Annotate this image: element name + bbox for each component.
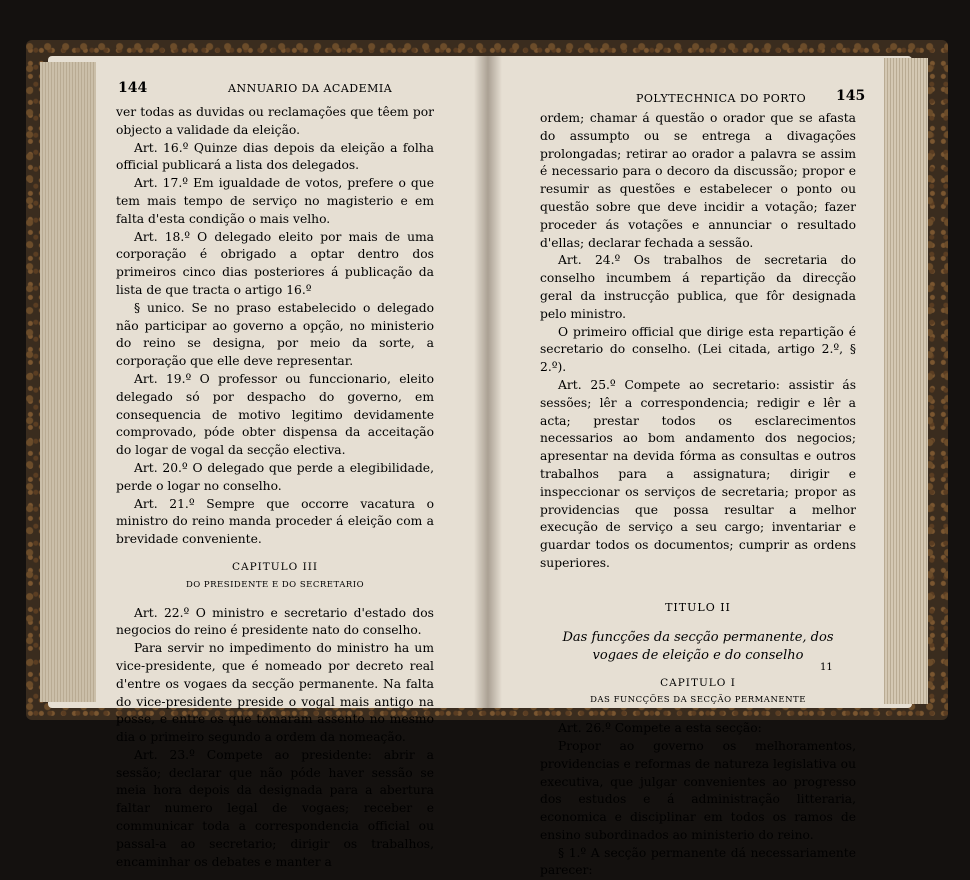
paragraph: § 1.º A secção permanente dá necessariamente parecer:	[540, 845, 856, 878]
title-subtitle: Das funcções da secção permanente, dos vogaes de eleição e do conselho	[562, 629, 834, 663]
paragraph: ver todas as duvidas ou reclamações que têem por objecto a validade da eleição.	[116, 105, 434, 137]
right-paragraphs-2	[540, 720, 856, 880]
left-page-number: 144	[118, 80, 148, 96]
right-page-number: 145	[836, 88, 866, 104]
paragraph: Art. 19.º O professor ou funccionario, eleito delegado só por despacho do governo, em consequencia de motivo legitimo devidamente comprovado, póde obter dispensa da acceitação do logar de vogal da secção electiva.	[116, 371, 434, 458]
chapter-subtitle: DAS FUNCÇÕES DA SECÇÃO PERMANENTE	[590, 695, 806, 706]
left-running-head: ANNUARIO DA ACADEMIA	[228, 82, 393, 95]
paragraph: Art. 26.º Compete a esta secção:	[558, 721, 762, 736]
paragraph: ordem; chamar á questão o orador que se afasta do assumpto ou se entrega a divagações prolongadas; retirar ao orador a palavra se assim é necessario para o decoro da discussão; propor e resumir as questões e estabelecer o ponto ou questão sobre que deve incidir a votação; fazer proceder ás votações e annunciar o resultado d'ellas; declarar fechada a sessão.	[540, 111, 856, 250]
paragraph: Art. 25.º Compete ao secretario: assistir ás sessões; lêr a correspondencia; redigir e lêr a acta; prestar todos os esclarecimentos necessarios ao bom andamento dos negocios; apresentar na devida fórma as consultas e outros trabalhos para a assignatura; dirigir e inspeccionar os serviços de secretaria; propor as providencias que possa resultar a melhor execução de serviço a seu cargo; inventariar e guardar todos os documentos; cumprir as ordens superiores.	[540, 377, 856, 570]
paragraph: Art. 23.º Compete ao presidente: abrir a sessão; declarar que não póde haver sessão se meia hora depois da designada para a abertura faltar numero legal de vogaes; receber e communicar toda a correspondencia official ou passal-a ao secretario; dirigir os trabalhos, encaminhar os debates e manter a	[116, 747, 434, 869]
chapter-title: CAPITULO I	[660, 676, 736, 689]
title: TITULO II	[665, 600, 731, 614]
paragraph: § unico. Se no praso estabelecido o delegado não participar ao governo a opção, no ministerio do reino se designa, por meio da sorte, a corporação que elle deve representar.	[116, 300, 434, 369]
signature-mark: 11	[820, 662, 833, 673]
right-page-edges	[884, 58, 928, 704]
paragraph: Art. 18.º O delegado eleito por mais de uma corporação é obrigado a optar dentro dos primeiros cinco dias posteriores á publicação da lista de que tracta o artigo 16.º	[116, 229, 434, 297]
right-paragraphs-1	[540, 110, 856, 573]
paragraph: Para servir no impedimento do ministro ha um vice-presidente, que é nomeado por decreto real d'entre os vogaes da secção permanente. Na falta do vice-presidente preside o vogal mais antigo na posse, e entre os que tomaram assento no mesmo dia o primeiro segundo a ordem da nomeação.	[116, 641, 434, 745]
paragraph: Art. 20.º O delegado que perde a elegibilidade, perde o logar no conselho.	[116, 460, 434, 493]
chapter-subtitle: DO PRESIDENTE E DO SECRETARIO	[185, 579, 365, 590]
left-paragraphs-1	[116, 104, 434, 549]
right-text-block	[540, 110, 856, 880]
left-paragraphs-2	[116, 605, 434, 872]
paragraph: Art. 17.º Em igualdade de votos, prefere o que tem mais tempo de serviço no magisterio e em falta d'esta condição o mais velho.	[116, 176, 434, 226]
chapter-title: CAPITULO III	[231, 560, 319, 573]
paragraph: Art. 16.º Quinze dias depois da eleição a folha official publicará a lista dos delegados.	[116, 140, 434, 173]
paragraph: Art. 22.º O ministro e secretario d'estado dos negocios do reino é presidente nato do conselho.	[116, 605, 434, 638]
paragraph: O primeiro official que dirige esta repartição é secretario do conselho. (Lei citada, artigo 2.º, § 2.º).	[540, 324, 856, 375]
right-running-head: POLYTECHNICA DO PORTO	[636, 92, 807, 105]
paragraph: Art. 21.º Sempre que occorre vacatura o ministro do reino manda proceder á eleição com a brevidade conveniente.	[116, 496, 434, 547]
paragraph: Propor ao governo os melhoramentos, providencias e reformas de natureza legislativa ou executiva, que julgar convenientes ao progresso dos estudos e á administração litteraria, economica e disciplinar em todos os ramos de ensino subordinados ao ministerio do reino.	[540, 738, 856, 842]
book-gutter	[474, 56, 502, 708]
left-text-block	[116, 104, 434, 871]
paragraph: Art. 24.º Os trabalhos de secretaria do conselho incumbem á repartição da direcção geral da instrucção publica, que fôr designada pelo ministro.	[540, 253, 856, 321]
left-page-edges	[40, 62, 96, 702]
